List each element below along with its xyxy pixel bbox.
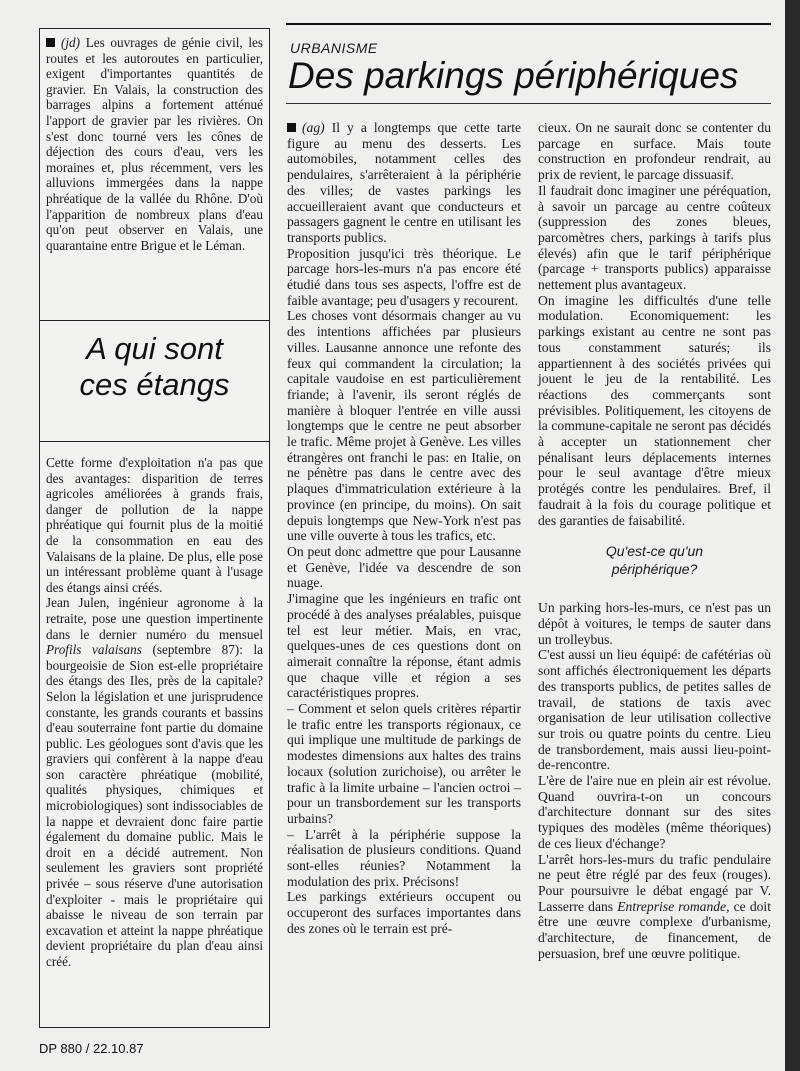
article-paragraph: – Comment et selon quels critères répartir le trafic entre les transports régionaux, ce qui implique une multitude de parkings de modestes dimensions aux haltes des trains locaux (solution zurichoise), ou arrêter le trafic à la limite urbaine – l'ancien octroi – pour un transbordement sur les transports urbains?: [287, 701, 521, 826]
article-paragraph: L'ère de l'aire nue en plein air est révolue. Quand ouvrira-t-on un concours d'architecture donnant sur des sites typiques des modèles (même théoriques) de ces lieux d'échange?: [538, 773, 771, 851]
magazine-title: Profils valaisans: [46, 642, 142, 658]
article-paragraph: Les choses vont désormais changer au vu des intentions affichées par plusieurs villes. Lausanne annonce une refonte des feux qui commandent la circulation; la capitale vaudoise en est particulièrement friande; à l'avenir, ils seront réglés de manière à bloquer l'entrée en ville aussi longtemps que le centre ne peut absorber le trafic. Même projet à Genève. Les villes étrangères ont franchi le pas: en Italie, on ne pénètre pas dans le centre avec des plaques d'immatriculation extérieure à la province (en principe, du moins). On sait depuis longtemps que New-York n'est pas une ville ouverte à tous les trafics, etc.: [287, 308, 521, 544]
square-bullet-icon: [287, 123, 296, 132]
article-paragraph: C'est aussi un lieu équipé: de cafétérias où sont affichés électroniquement les départs des transports publics, de petites salles de travail, de stations de taxis avec organisation de leur utilisation collective sur trois ou quatre points du centre. Lieu de transbordement, mais aussi lieu-point-de-rencontre.: [538, 647, 771, 773]
article-paragraph: (ag) Il y a longtemps que cette tarte figure au menu des desserts. Les automobiles, notamment celles des pendulaires, s'arrêteraient à la périphérie des villes; de vastes parkings les accueilleraient avant que conducteurs et passagers gagnent le centre en utilisant les transports publics.: [287, 120, 522, 245]
article-paragraph: On peut donc admettre que pour Lausanne et Genève, l'idée va descendre de son nuage.: [287, 543, 521, 591]
article-paragraph: Un parking hors-les-murs, ce n'est pas un dépôt à voitures, le temps de sauter dans un trolleybus.: [538, 600, 771, 647]
article-paragraph: cieux. On ne saurait donc se contenter du parcage en surface. Mais toute construction en profondeur rendrait, au prix de revient, le parcage dissuasif.: [538, 120, 771, 183]
sidebar-title-line2: ces étangs: [79, 367, 230, 402]
section-rubric: URBANISME: [290, 40, 378, 56]
article-paragraph: Les parkings extérieurs occupent ou occuperont des surfaces importantes dans des zones où le terrain est pré-: [287, 889, 521, 936]
author-initials: (ag): [302, 120, 325, 135]
page-edge: [785, 0, 800, 1071]
article-title: Des parkings périphériques: [288, 55, 739, 96]
sidebar-body: [46, 455, 263, 970]
article-paragraph: Proposition jusqu'ici très théorique. Le parcage hors-les-murs n'a pas encore été étudié dans tous ses aspects, l'offre est de faible avantage; peu d'usagers y recourent.: [287, 245, 521, 308]
sidebar-paragraph: Jean Julen, ingénieur agronome à la retraite, pose une question impertinente dans le dernier numéro du mensuel Profils valaisans (septembre 87): la bourgeoisie de Sion est-elle propriétaire des étangs des Iles, près de la capitale? Selon la législation et une jurisprudence constante, les grands courants et bassins d'eau souterraine font partie du domaine public. Les géologues sont d'avis que les graviers qui confèrent à la nappe d'eau son caractère phréatique (mobilité, qualités physiques, chimiques et microbiologiques) sont indissociables de la nappe et devraient donc faire partie également du domaine public. Mais le droit en a décidé autrement. Non seulement les graviers sont propriété privée – sous réserve d'une autorisation d'exploiter - mais le propriétaire qui abaisse le niveau de son terrain par excavation et atteint la nappe phréatique devient propriétaire du plan d'eau ainsi créé.: [46, 595, 263, 969]
issue-footer: DP 880 / 22.10.87: [39, 1041, 144, 1056]
square-bullet-icon: [46, 38, 55, 47]
sidebar-title: [40, 331, 269, 403]
subheading-line2: périphérique?: [611, 561, 698, 578]
article-paragraph: J'imagine que les ingénieurs en trafic ont procédé à des analyses préalables, puisque tel est leur métier. Mais, en vrac, quelques-unes de ces questions dont on aimerait connaître la réponse, étant admis que chaque ville et région a ses caractéristiques propres.: [287, 591, 521, 701]
divider: [40, 320, 269, 321]
divider: [40, 441, 269, 442]
article-paragraph: Il faudrait donc imaginer une péréquation, à savoir un parcage au centre coûteux (suppression des zones bleues, parcomètres chers, parkings à tarifs plus élevés) afin que le tarif périphérique (parcage + transports publics) apparaisse nettement plus avantageux.: [538, 182, 771, 293]
article-paragraph: L'arrêt hors-les-murs du trafic pendulaire ne peut être réglé par des feux (rouges). Pour poursuivre le débat engagé par V. Lasserre dans Entreprise romande, ce doit être une œuvre complexe d'urbanisme, d'architecture, de financement, de persuasion, bref une œuvre politique.: [538, 851, 771, 961]
title-rule: [286, 103, 771, 104]
author-initials: (jd): [61, 35, 81, 50]
sidebar-title-line1: A qui sont: [86, 331, 223, 366]
header-rule: [286, 23, 771, 25]
sidebar-intro-paragraph: [46, 35, 263, 253]
article-subheading: [538, 542, 771, 578]
article-paragraph: On imagine les difficultés d'une telle modulation. Economiquement: les parkings existant au centre ne sont pas tous constamment saturés; ils appartiennent à des sociétés privées qui jouent le jeu de la rentabilité. Les réactions des commerçants sont prévisibles. Politiquement, les citoyens de la commune-capitale ne seront pas décidés à accepter un stationnement cher pénalisant leurs déplacements internes pour le seul avantage d'être mieux protégés contre les pendulaires. Bref, il faudrait à la fois du courage politique et des garanties de faisabilité.: [538, 292, 771, 528]
article-column-2: [538, 120, 771, 961]
article-paragraph: – L'arrêt à la périphérie suppose la réalisation de plusieurs conditions. Quand sont-elles réunies? Notamment la modulation des prix. Précisons!: [287, 826, 521, 889]
sidebar-paragraph: Cette forme d'exploitation n'a pas que des avantages: disparition de terres agricoles améliorées à grands frais, danger de pollution de la nappe phréatique qui fournit plus de la moitié de la consommation en eau des Valaisans de la plaine. De plus, elle pose un intéressant problème quant à l'usage des étangs ainsi créés.: [46, 455, 263, 595]
sidebar-box: [39, 28, 270, 1028]
article-column-1: [287, 120, 521, 937]
publication-title: Entreprise romande: [617, 898, 727, 914]
sidebar-intro: [46, 35, 263, 253]
subheading-line1: Qu'est-ce qu'un: [605, 543, 704, 560]
intro-text: Les ouvrages de génie civil, les routes et les autoroutes en particulier, exigent d'importantes quantités de gravier. En Valais, la construction des barrages alpins a fortement atténué l'apport de gravier par les rivières. On s'est donc tourné vers les cônes de déjection des cours d'eau, vers les moraines et, plus récemment, vers les alluvions immergées dans la nappe phréatique de la vallée du Rhône. D'où l'apparition de nombreux plans d'eau qu'on peut observer en Valais, une quarantaine entre Brigue et le Léman.: [46, 35, 263, 253]
